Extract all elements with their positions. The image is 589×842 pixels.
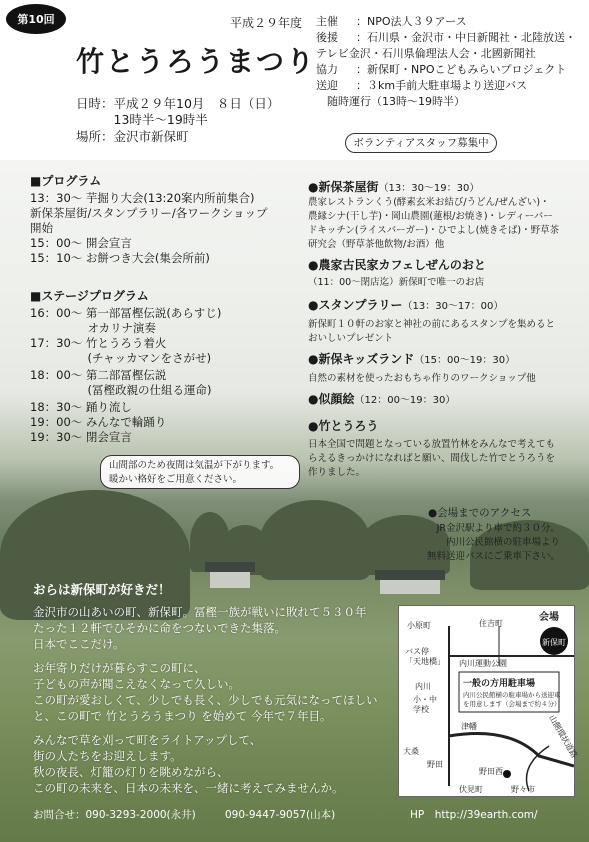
map-label: 内川運動公園: [459, 659, 507, 668]
stage-line: 16：00～ 第一部冨樫伝説(あらすじ): [30, 306, 222, 320]
map-label: 伏見町: [459, 785, 483, 794]
story-line: たった１２軒でひそかに命をつないできた集落。: [33, 621, 286, 635]
stage-heading: ■ステージプログラム: [30, 289, 149, 303]
stamp-heading: ●スタンプラリー（13：30～17：00）: [308, 298, 504, 312]
map-label: 大桑: [403, 747, 419, 756]
stage-line: 18：30～ 踊り流し: [30, 400, 132, 414]
organizer-row: 主催 ：NPO法人３９アース: [316, 15, 467, 28]
map-label: 津幡: [461, 722, 477, 731]
event-place: 場所：金沢市新保町: [76, 129, 189, 144]
stage-line: 19：00～ みんなで輪踊り: [30, 415, 167, 429]
story-line: お年寄りだけが暮らすこの町に、: [33, 661, 206, 675]
chaya-body: 農家レストランくう(酵素玄米お結び/うどん/ぜんざい)・ 農縁シナ(干し芋)・岡山農園(蓮根/お焼き)・レディーバー ドキッチン(ライスバーガー)・ひでよし(焼きそば)・野草茶 研究会（野草茶他飲物/お酒）他: [308, 197, 560, 250]
map-label: 小原町: [407, 621, 431, 630]
story-line: 秋の夜長、灯籠の灯りを眺めながら、: [33, 765, 229, 779]
weather-note: 山間部のため夜間は気温が下がります。 暖かい格好をご用意ください。: [100, 455, 300, 489]
map-label: 「天地橋」: [405, 657, 445, 666]
stage-line: オカリナ演奏: [30, 321, 156, 335]
program-line: 新保茶屋街/スタンプラリー/各ワークショップ: [30, 206, 268, 220]
organizer-row: 随時運行（13時～19時半）: [316, 95, 465, 108]
fiscal-year: 平成２９年度: [230, 16, 303, 30]
organizer-row: 協力 ：新保町・NPOこどもみらいプロジェクト: [316, 63, 567, 76]
story-line: 日本でここだけ。: [33, 637, 125, 651]
parking-title: 一般の方用駐車場: [463, 679, 536, 689]
volunteer-banner: ボランティアスタッフ募集中: [345, 133, 497, 153]
lantern-heading: ●竹とうろう: [308, 419, 379, 433]
story-line: 子どもの声が聞こえなくなって久しい。: [33, 677, 240, 691]
stage-line: (チャッカマンをさがせ): [30, 351, 212, 365]
organizer-row: テレビ金沢・石川県倫理法人会・北國新聞社: [316, 47, 536, 60]
parking-body: を用意します（会場まで約４分）: [463, 700, 561, 708]
access-map: [398, 605, 579, 797]
program-line: 13：30～ 芋掘り大会(13:20案内所前集合): [30, 191, 255, 205]
access-line: JR金沢駅より車で約３０分。: [436, 523, 560, 534]
map-label: 学校: [413, 705, 429, 714]
access-line: 無料送迎バスにご乗車下さい。: [426, 551, 560, 562]
program-line: 15：00～ 開会宣言: [30, 236, 132, 250]
program-line: 開始: [30, 221, 53, 235]
story-line: この町の未来を、日本の未来を、一緒に考えてみませんか。: [33, 781, 344, 795]
chaya-heading: ●新保茶屋街（13：30～19：30）: [308, 180, 480, 194]
kids-heading: ●新保キッズランド（15：00～19：30）: [308, 352, 516, 366]
map-label: 内川: [415, 682, 431, 691]
access-heading: ●会場までのアクセス: [428, 507, 532, 519]
homepage-link[interactable]: HP http://39earth.com/: [410, 809, 538, 821]
portrait-heading: ●似顔絵（12：00～19：30）: [308, 392, 456, 406]
contact-phone-1: お問合せ：090-3293-2000(永井): [33, 809, 196, 821]
edition-badge: 第10回: [6, 4, 66, 34]
map-shinbo-label: 新保町: [542, 638, 566, 647]
cafe-body: （11：00～閉店迄）新保町で唯一のお店: [308, 277, 485, 288]
story-line: と、この町で 竹とうろうまつり を始めて 今年で７年目。: [33, 709, 332, 723]
map-label: 野田西: [479, 767, 503, 776]
program-line: 15：10～ お餅つき大会(集会所前): [30, 251, 210, 265]
stage-line: 19：30～ 閉会宣言: [30, 430, 132, 444]
event-title: 竹とうろうまつり: [76, 45, 317, 78]
story-line: みんなで草を刈って町をライトアップして、: [33, 733, 262, 747]
event-time: 13時半～19時半: [76, 112, 208, 127]
stage-line: 18：00～ 第二部冨樫伝説: [30, 368, 167, 382]
story-heading: おらは新保町が好きだ！: [33, 582, 171, 597]
lantern-body: 日本全国で問題となっている放置竹林をみんなで考えても らえるきっかけになればと願い、間伐した竹でとうろうを 作りました。: [308, 439, 556, 478]
event-date: 日時：平成２９年10月 ８日（日）: [76, 96, 280, 111]
map-label: 野々市: [511, 785, 535, 794]
access-line: 内川公民館横の駐車場より: [445, 537, 560, 548]
story-line: 街の人たちをお迎えします。: [33, 749, 182, 763]
map-label: 山側環状道路: [547, 713, 579, 760]
stamp-body: 新保町１０軒のお家と神社の前にあるスタンプを集めると おいしいプレゼント: [308, 319, 556, 344]
stage-line: 17：30～ 竹とうろう着火: [30, 336, 167, 350]
contact-phone-2: 090-9447-9057(山本): [225, 809, 336, 821]
organizer-row: 後援 ：石川県・金沢市・中日新聞社・北陸放送・: [316, 31, 576, 44]
map-venue-label: 会場: [539, 612, 559, 623]
map-label: バス停: [405, 647, 429, 656]
map-label: 住吉町: [479, 619, 503, 628]
organizer-row: 送迎 ：３km手前大駐車場より送迎バス: [316, 79, 528, 92]
cafe-heading: ●農家古民家カフェしぜんのおと: [308, 258, 486, 272]
kids-body: 自然の素材を使ったおもちゃ作りのワークショップ他: [308, 373, 536, 384]
parking-body: 内川公民館横の駐車場から送迎車: [463, 691, 561, 699]
stage-line: (冨樫政親の仕組る運命): [30, 383, 212, 397]
program-heading: ■プログラム: [30, 174, 102, 188]
story-line: この町が愛おしくて、少しでも長く、少しでも元気になってほしい: [33, 693, 378, 707]
story-line: 金沢市の山あいの町、新保町。冨樫一族が戦いに敗れて５３０年: [33, 605, 367, 619]
map-label: 野田: [427, 760, 443, 769]
map-label: 小・中: [413, 695, 437, 704]
